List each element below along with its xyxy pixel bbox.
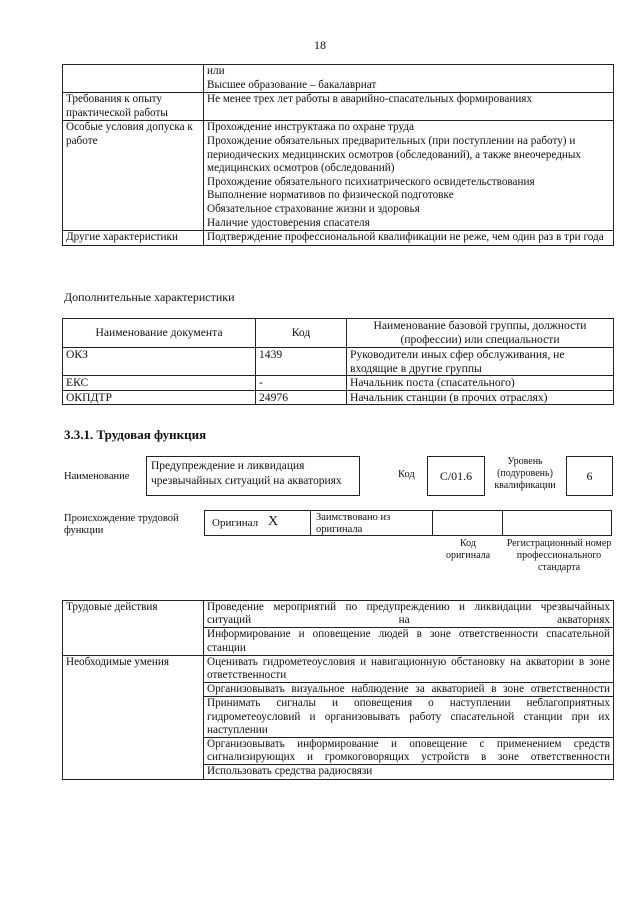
original-label: Оригинал — [212, 517, 259, 529]
cell-line: Высшее образование – бакалавриат — [207, 78, 377, 91]
cell-line: Обязательное страхование жизни и здоровья — [207, 202, 420, 215]
row-label-other: Другие характеристики — [63, 231, 204, 246]
table-cell: 1439 — [256, 348, 347, 376]
table-row — [63, 93, 614, 121]
table-row — [63, 376, 614, 391]
table-row — [63, 601, 614, 628]
table-cell: Оценивать гидрометеоусловия и навигационную обстановку на акватории в зоне ответственности — [204, 655, 614, 682]
table-cell: Руководители иных сфер обслуживания, не входящие в другие группы — [347, 348, 614, 376]
column-header: Наименование документа — [63, 319, 256, 348]
table-row — [63, 655, 614, 682]
function-name-box: Предупреждение и ликвидация чрезвычайных ситуаций на акваториях — [146, 456, 360, 496]
additional-characteristics-title: Дополнительные характеристики — [64, 290, 235, 304]
code-label: Код — [398, 469, 415, 480]
qualification-level-box: 6 — [566, 456, 613, 496]
row-label-skills: Необходимые умения — [63, 655, 204, 779]
table-row — [63, 65, 614, 93]
origin-label: Происхождение трудовой функции — [64, 513, 179, 536]
table-cell: 24976 — [256, 390, 347, 405]
original-mark: X — [268, 514, 279, 529]
divider — [502, 510, 503, 536]
function-code-box: C/01.6 — [427, 456, 485, 496]
table-cell: ОКЗ — [63, 348, 256, 376]
cell-line: или — [207, 65, 225, 77]
table-cell — [63, 65, 204, 93]
page-number: 18 — [314, 38, 326, 52]
original-code-label: Код оригинала — [445, 538, 491, 561]
table-cell: ОКПДТР — [63, 390, 256, 405]
table-cell: - — [256, 376, 347, 391]
row-label-experience: Требования к опыту практической работы — [63, 93, 204, 121]
table-cell: Использовать средства радиосвязи — [204, 765, 614, 779]
table-cell: ЕКС — [63, 376, 256, 391]
divider — [432, 510, 433, 536]
divider — [310, 510, 311, 536]
cell-line: Наличие удостоверения спасателя — [207, 216, 370, 229]
table-header-row — [63, 319, 614, 348]
table-cell: Информирование и оповещение людей в зоне ответственности спасательной станции — [204, 628, 614, 655]
cell-line: Прохождение инструктажа по охране труда — [207, 121, 414, 134]
table-row — [63, 348, 614, 376]
qualification-requirements-table — [62, 64, 614, 246]
table-cell: Начальник поста (спасательного) — [347, 376, 614, 391]
table-cell: Принимать сигналы и оповещения о наступлении неблагоприятных гидрометеоусловий и организовывать работу спасательной станции при их наступлении — [204, 697, 614, 738]
cell-line: Выполнение нормативов по физической подготовке — [207, 189, 454, 202]
labor-function-table — [62, 600, 614, 780]
additional-characteristics-table — [62, 318, 614, 405]
borrowed-label: Заимствовано из оригинала — [316, 512, 391, 535]
row-label-actions: Трудовые действия — [63, 601, 204, 656]
column-header: Наименование базовой группы, должности (профессии) или специальности — [347, 319, 614, 348]
table-row — [63, 390, 614, 405]
row-label-conditions: Особые условия допуска к работе — [63, 121, 204, 231]
table-cell: Начальник станции (в прочих отраслях) — [347, 390, 614, 405]
table-cell: Проведение мероприятий по предупреждению и ликвидации чрезвычайных ситуаций на акваториях — [204, 601, 614, 628]
cell-line: Прохождение обязательного психиатрического освидетельствования — [207, 175, 535, 188]
table-cell — [204, 121, 614, 231]
section-title: 3.3.1. Трудовая функция — [64, 427, 207, 442]
table-cell: Организовывать информирование и оповещение с применением средств сигнализирующих и громкоговорящих устройств в зоне ответственности — [204, 738, 614, 765]
column-header: Код — [256, 319, 347, 348]
qualification-level-label: Уровень (подуровень) квалификации — [494, 456, 556, 491]
name-label: Наименование — [64, 471, 130, 482]
table-cell: Организовывать визуальное наблюдение за акваторией в зоне ответственности — [204, 683, 614, 697]
table-cell: Подтверждение профессиональной квалификации не реже, чем один раз в три года — [204, 231, 614, 246]
table-cell: Не менее трех лет работы в аварийно-спасательных формированиях — [204, 93, 614, 121]
cell-line: Прохождение обязательных предварительных (при поступлении на работу) и периодических медицинских осмотров (обследований), а также внеочередных медицинских осмотров (обследований) — [207, 134, 582, 175]
table-row — [63, 121, 614, 231]
registration-number-label: Регистрационный номер профессионального стандарта — [506, 538, 612, 573]
table-cell — [204, 65, 614, 93]
table-row — [63, 231, 614, 246]
